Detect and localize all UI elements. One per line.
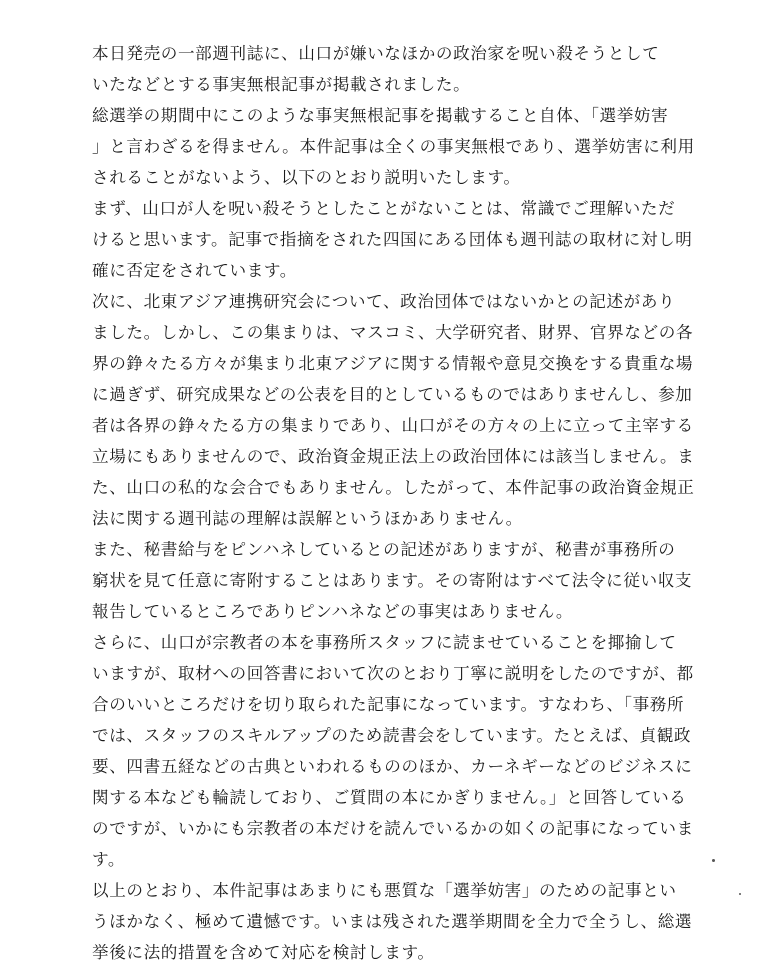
scan-speck — [712, 859, 715, 862]
text-line: 報告しているところでありピンハネなどの事実はありません。 — [92, 602, 574, 621]
paragraph — [92, 627, 707, 875]
text-line: 法に関する週刊誌の理解は誤解というほかありません。 — [92, 509, 523, 528]
text-line: 関する本なども輪読しており、ご質問の本にかぎりません。」と回答している — [92, 788, 687, 807]
text-line: 挙後に法的措置を含めて対応を検討します。 — [92, 943, 435, 962]
paragraph — [92, 286, 707, 534]
text-line: す。 — [92, 850, 126, 869]
text-line: 次に、北東アジア連携研究会について、政治団体ではないかとの記述があり — [92, 292, 676, 311]
text-line: いたなどとする事実無根記事が掲載されました。 — [92, 75, 471, 94]
text-line: た、山口の私的な会合でもありません。したがって、本件記事の政治資金規正 — [92, 478, 695, 497]
paragraph — [92, 193, 707, 286]
paragraph — [92, 100, 707, 193]
text-line: されることがないよう、以下のとおり説明いたします。 — [92, 168, 521, 187]
paragraph — [92, 875, 707, 968]
text-line: 立場にもありませんので、政治資金規正法上の政治団体には該当しません。ま — [92, 447, 695, 466]
text-line: うほかなく、極めて遺憾です。いまは残された選挙期間を全力で全うし、総選 — [92, 912, 693, 931]
text-line: 界の錚々たる方々が集まり北東アジアに関する情報や意見交換をする貴重な場 — [92, 354, 694, 373]
text-line: けると思います。記事で指摘をされた四国にある団体も週刊誌の取材に対し明 — [92, 230, 693, 249]
text-line: ました。しかし、この集まりは、マスコミ、大学研究者、財界、官界などの各 — [92, 323, 694, 342]
text-line: では、スタッフのスキルアップのため読書会をしています。たとえば、貞観政 — [92, 726, 692, 745]
text-line: また、秘書給与をピンハネしているとの記述がありますが、秘書が事務所の — [92, 540, 676, 559]
paragraph — [92, 534, 707, 627]
text-line: 要、四書五経などの古典といわれるもののほか、カーネギーなどのビジネスに — [92, 757, 693, 776]
text-line: のですが、いかにも宗教者の本だけを読んでいるかの如くの記事になっていま — [92, 819, 694, 838]
text-line: 以上のとおり、本件記事はあまりにも悪質な「選挙妨害」のための記事とい — [92, 881, 677, 900]
text-line: 合のいいところだけを切り取られた記事になっています。すなわち、「事務所 — [92, 695, 685, 714]
text-line: 総選挙の期間中にこのような事実無根記事を掲載すること自体、「選挙妨害 — [92, 106, 669, 125]
text-line: いますが、取材への回答書において次のとおり丁寧に説明をしたのですが、都 — [92, 664, 694, 683]
statement-document — [92, 38, 707, 968]
text-line: 」と言わざるを得ません。本件記事は全くの事実無根であり、選挙妨害に利用 — [92, 137, 695, 156]
paragraph-list — [92, 38, 707, 968]
text-line: 者は各界の錚々たる方の集まりであり、山口がその方々の上に立って主宰する — [92, 416, 694, 435]
text-line: に過ぎず、研究成果などの公表を目的としているものではありませんし、参加 — [92, 385, 693, 404]
text-line: 確に否定をされています。 — [92, 261, 297, 280]
text-line: さらに、山口が宗教者の本を事務所スタッフに読ませていることを揶揄して — [92, 633, 677, 652]
scan-speck — [739, 893, 741, 895]
text-line: まず、山口が人を呪い殺そうとしたことがないことは、常識でご理解いただ — [92, 199, 676, 218]
paragraph — [92, 38, 707, 100]
text-line: 窮状を見て任意に寄附することはあります。その寄附はすべて法令に従い収支 — [92, 571, 693, 590]
text-line: 本日発売の一部週刊誌に、山口が嫌いなほかの政治家を呪い殺そうとして — [92, 44, 660, 63]
